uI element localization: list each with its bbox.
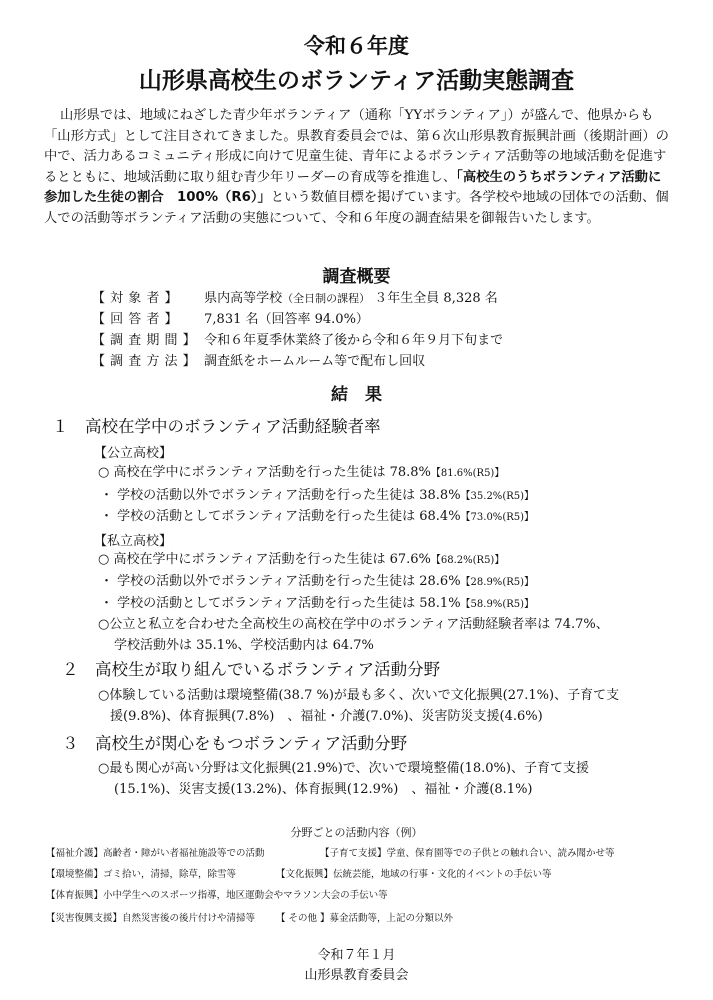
bullet: ・	[100, 574, 114, 589]
overview-label: 【 調 査 期 間 】	[92, 333, 197, 348]
results-heading: 結 果	[331, 385, 382, 405]
section-3-title: ３ 高校生が関心をもつボランティア活動分野	[62, 734, 408, 753]
public-item-1	[98, 461, 504, 480]
private-item-3	[100, 592, 534, 611]
overview-small: （全日制の課程）	[282, 292, 371, 305]
overview-row-period	[92, 330, 503, 351]
example-welfare: 【福祉介護】高齢者・障がい者福祉施設等での活動	[46, 848, 265, 859]
section-2-title: ２ 高校生が取り組んでいるボランティア活動分野	[62, 660, 441, 679]
footer-org: 山形県教育委員会	[304, 968, 409, 983]
footer-date: 令和７年１月	[317, 948, 396, 963]
r5-value: 【73.0%(R5)】	[460, 512, 535, 523]
overview-label: 【 対 象 者 】	[92, 291, 179, 306]
public-item-3	[100, 505, 534, 524]
item-text: 学校の活動以外でボランティア活動を行った生徒は 38.8%	[117, 488, 461, 503]
overview-heading: 調査概要	[322, 267, 391, 287]
overview-value: 県内高等学校	[204, 291, 283, 306]
intro-paragraph	[44, 106, 674, 229]
example-disaster: 【災害復興支援】自然災害後の後片付けや清掃等	[46, 913, 256, 924]
bullet: ・	[100, 596, 114, 611]
section-1-title: １ 高校在学中のボランティア活動経験者率	[52, 417, 381, 436]
item-text: 学校の活動としてボランティア活動を行った生徒は 58.1%	[117, 596, 461, 611]
summary-line-1: ○公立と私立を合わせた全高校生の高校在学中のボランティア活動経験者率は 74.7%、	[98, 617, 609, 632]
intro-target-bold: 「高校生のうちボランティア活動に参加した生徒の割合 100%（R6）」	[44, 169, 662, 205]
r5-value: 【81.6%(R5)】	[430, 468, 505, 479]
private-school-label: 【私立高校】	[94, 534, 173, 549]
overview-row-method	[92, 351, 503, 372]
example-culture: 【文化振興】伝統芸能，地域の行事・文化的イベントの手伝い等	[276, 869, 552, 880]
r5-value: 【35.2%(R5)】	[460, 491, 535, 502]
intro-text-1: 山形県では、地域にねざした青少年ボランティア（通称「YYボランティア」）が盛んで、他県からも「山形方式」として注目されてきました。県教育委員会では、第６次山形県教育振興計画（後期計画）の中で、活力あるコミュニティ形成に向けて児童生徒、青年によるボランティア活動等の地域活動を促進するとともに、地域活動に取り組む青少年リーダーの育成等を推進し、	[44, 108, 669, 185]
examples-title: 分野ごとの活動内容（例）	[290, 826, 423, 839]
intro-text-2: という数値目標を掲げています。各学校や地域の団体での活動、個人での活動等ボランティア活動の実態について、令和６年度の調査結果を御報告いたします。	[44, 190, 669, 226]
example-sports: 【体育振興】小中学生へのスポーツ指導，地区運動会やマラソン大会の手伝い等	[46, 890, 388, 901]
r5-value: 【28.9%(R5)】	[460, 577, 535, 588]
bullet: ・	[100, 509, 114, 524]
r5-value: 【68.2%(R5)】	[430, 555, 505, 566]
overview-value: 7,831 名（回答率 94.0%）	[204, 312, 369, 327]
section-2-line-1: ○体験している活動は環境整備(38.7 %)が最も多く、次いで文化振興(27.1%)、子育て支	[98, 688, 620, 703]
bullet: ・	[100, 488, 114, 503]
summary-line-2: 学校活動外は 35.1%、学校活動内は 64.7%	[114, 638, 374, 653]
bullet: ○	[98, 465, 110, 480]
example-childcare: 【子育て支援】学童、保育園等での子供との触れ合い、読み聞かせ等	[320, 848, 615, 859]
private-item-1	[98, 548, 504, 567]
private-item-2	[100, 570, 534, 589]
overview-value2: ３年生全員 8,328 名	[374, 291, 498, 306]
example-other: 【 その他 】募金活動等，上記の分類以外	[276, 913, 454, 924]
bullet: ○	[98, 552, 110, 567]
section-3-line-1: ○最も関心が高い分野は文化振興(21.9%)で、次いで環境整備(18.0%)、子育て支援	[98, 761, 589, 776]
public-school-label: 【公立高校】	[94, 446, 173, 461]
item-text: 高校在学中にボランティア活動を行った生徒は 67.6%	[113, 552, 431, 567]
public-item-2	[100, 484, 534, 503]
overview-label: 【 回 答 者 】	[92, 312, 179, 327]
overview-row-target	[92, 288, 503, 309]
overview-list	[92, 288, 503, 372]
section-3-line-2: (15.1%)、災害支援(13.2%)、体育振興(12.9%) 、福祉・介護(8.1%)	[114, 782, 533, 797]
overview-value: 令和６年夏季休業終了後から令和６年９月下旬まで	[204, 333, 504, 348]
item-text: 学校の活動以外でボランティア活動を行った生徒は 28.6%	[117, 574, 461, 589]
title-main: 山形県高校生のボランティア活動実態調査	[138, 68, 575, 94]
overview-value: 調査紙をホームルーム等で配布し回収	[204, 354, 426, 369]
item-text: 学校の活動としてボランティア活動を行った生徒は 68.4%	[117, 509, 461, 524]
section-2-line-2: 援(9.8%)、体育振興(7.8%) 、福祉・介護(7.0%)、災害防災支援(4.6%)	[110, 709, 543, 724]
r5-value: 【58.9%(R5)】	[460, 599, 535, 610]
title-year: 令和６年度	[304, 34, 409, 58]
overview-row-respondents	[92, 309, 503, 330]
overview-label: 【 調 査 方 法 】	[92, 354, 197, 369]
example-environment: 【環境整備】ゴミ拾い，清掃，除草，除雪等	[46, 869, 237, 880]
item-text: 高校在学中にボランティア活動を行った生徒は 78.8%	[113, 465, 431, 480]
